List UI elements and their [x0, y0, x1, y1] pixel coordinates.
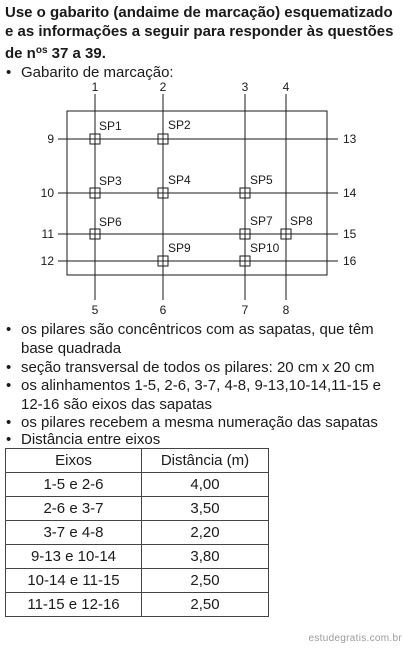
watermark: estudegratis.com.br: [308, 633, 402, 644]
pillar-label-sp7: SP7: [250, 214, 273, 228]
intro-line-3-suffix: 37 a 39.: [47, 45, 106, 62]
bullet-dot: •: [6, 321, 12, 338]
bullet-text: Gabarito de marcação:: [21, 64, 174, 81]
pillar-label-sp10: SP10: [250, 241, 280, 255]
axis-label-right: 13: [343, 132, 357, 146]
table-cell-eixos: 10-14 e 11-15: [6, 569, 142, 593]
distance-table: [5, 448, 269, 617]
table-cell-distancia: 4,00: [142, 473, 269, 497]
gabarito-diagram: [0, 78, 408, 323]
bullet-text: Distância entre eixos: [21, 431, 161, 448]
table-row: [6, 593, 269, 617]
axis-label-left: 12: [40, 254, 54, 268]
axis-label-right: 14: [343, 186, 357, 200]
table-cell-distancia: 3,80: [142, 545, 269, 569]
pillar-label-sp4: SP4: [168, 173, 191, 187]
table-cell-distancia: 2,50: [142, 569, 269, 593]
axis-label-bottom: 5: [91, 303, 99, 317]
pillar-label-sp8: SP8: [290, 214, 313, 228]
axis-label-right: 15: [343, 227, 357, 241]
bullet-dot: •: [6, 64, 12, 81]
axis-label-left: 9: [47, 132, 54, 146]
bullet-text: os pilares são concêntricos com as sapatas, que têm base quadrada: [21, 321, 374, 357]
ordinal-superscript: os: [35, 45, 48, 56]
intro-line-2: e as informações a seguir para responder às questões: [5, 23, 394, 40]
table-cell-distancia: 2,20: [142, 521, 269, 545]
table-row: [6, 545, 269, 569]
intro-line-3-prefix: de n: [5, 45, 36, 62]
bullet-distancia: [6, 430, 402, 449]
axis-label-top: 3: [241, 80, 249, 94]
pillar-label-sp5: SP5: [250, 173, 273, 187]
table-cell-eixos: 1-5 e 2-6: [6, 473, 142, 497]
bullet-alinhamentos: [6, 376, 402, 414]
bullet-concentricos: [6, 320, 402, 358]
axis-label-right: 16: [343, 254, 357, 268]
bullet-secao: [6, 358, 402, 377]
axis-label-top: 2: [159, 80, 167, 94]
table-row: [6, 521, 269, 545]
table-cell-distancia: 2,50: [142, 593, 269, 617]
table-cell-eixos: 3-7 e 4-8: [6, 521, 142, 545]
table-header-row: [6, 449, 269, 473]
bullet-text: seção transversal de todos os pilares: 20 cm x 20 cm: [21, 359, 375, 376]
table-row: [6, 473, 269, 497]
table-row: [6, 497, 269, 521]
column-header-eixos: Eixos: [6, 449, 142, 473]
table-cell-eixos: 9-13 e 10-14: [6, 545, 142, 569]
pillar-label-sp1: SP1: [99, 119, 122, 133]
intro-line-1: Use o gabarito (andaime de marcação) esquematizado: [5, 4, 393, 21]
bullet-dot: •: [6, 414, 12, 431]
bullet-text: os pilares recebem a mesma numeração das sapatas: [21, 414, 378, 431]
axis-label-bottom: 8: [282, 303, 290, 317]
axis-label-bottom: 7: [241, 303, 249, 317]
pillar-label-sp6: SP6: [99, 215, 122, 229]
bullet-dot: •: [6, 377, 12, 394]
axis-label-top: 4: [282, 80, 290, 94]
table-cell-eixos: 2-6 e 3-7: [6, 497, 142, 521]
intro-line-3: [5, 41, 405, 63]
bullet-dot: •: [6, 359, 12, 376]
pillar-label-sp3: SP3: [99, 174, 122, 188]
pillar-label-sp9: SP9: [168, 241, 191, 255]
axis-label-top: 1: [91, 80, 99, 94]
axis-label-bottom: 6: [159, 303, 167, 317]
table-row: [6, 569, 269, 593]
column-header-distancia: Distância (m): [142, 449, 269, 473]
axis-label-left: 11: [41, 227, 54, 241]
pillar-label-sp2: SP2: [168, 118, 191, 132]
table-cell-eixos: 11-15 e 12-16: [6, 593, 142, 617]
table-cell-distancia: 3,50: [142, 497, 269, 521]
axis-label-left: 10: [40, 186, 54, 200]
question-intro: [5, 3, 405, 63]
bullet-text: os alinhamentos 1-5, 2-6, 3-7, 4-8, 9-13,10-14,11-15 e 12-16 são eixos das sapatas: [21, 377, 381, 413]
bullet-dot: •: [6, 431, 12, 448]
